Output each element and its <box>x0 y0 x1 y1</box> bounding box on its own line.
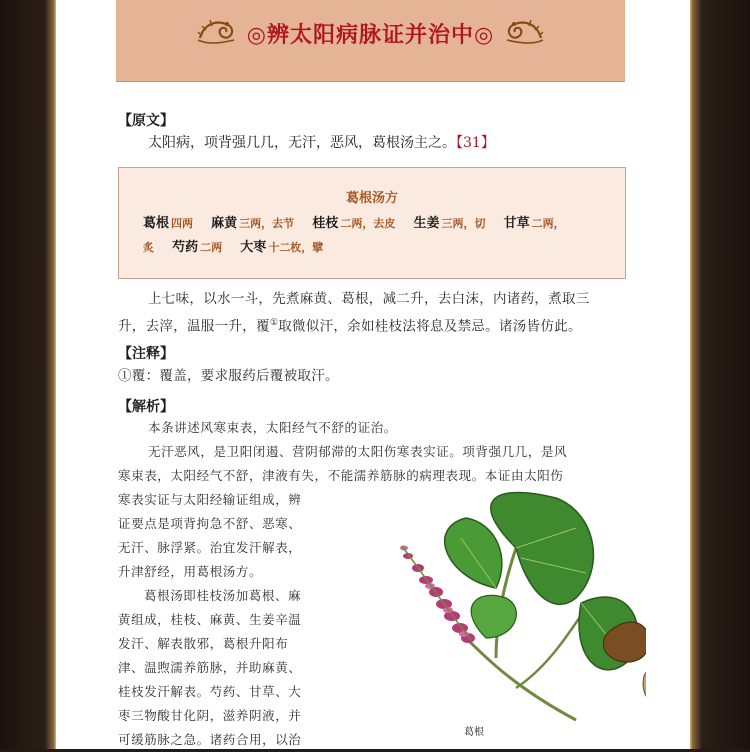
herb-dose: 二两， <box>531 217 565 230</box>
book-page <box>56 0 690 749</box>
herb-dose-continued: 炙 <box>143 241 154 254</box>
kudzu-plant-illustration <box>346 488 646 743</box>
herb-name: 葛根 <box>143 216 170 231</box>
left-frame-border <box>0 0 56 749</box>
right-frame-border <box>690 0 750 749</box>
original-text <box>148 131 495 155</box>
herb-dose: 三两，去节 <box>239 217 295 230</box>
herb-name: 麻黄 <box>211 216 238 231</box>
herb-name: 芍药 <box>172 240 199 255</box>
analysis-line: 升津舒经，用葛根汤方。 <box>118 564 263 579</box>
analysis-line: 枣三物酸甘化阴，滋养阴液，并 <box>118 708 302 723</box>
analysis-line: 黄组成，桂枝、麻黄、生姜辛温 <box>118 612 302 627</box>
clause-reference: 【31】 <box>456 135 495 151</box>
original-sentence: 太阳病，项背强几几，无汗，恶风，葛根汤主之。 <box>148 135 456 151</box>
analysis-line: 桂枝发汗解表。芍药、甘草、大 <box>118 684 302 699</box>
herb-name: 甘草 <box>503 216 530 231</box>
analysis-paragraph-1: 本条讲述风寒束表，太阳经气不舒的证治。 <box>148 420 397 435</box>
annotation-text: ①覆：覆盖，要求服药后覆被取汗。 <box>118 368 339 384</box>
instructions-text: 取微似汗，余如桂枝法将息及禁忌。诸汤皆仿此。 <box>278 318 582 335</box>
instructions-line-1: 上七味，以水一斗，先煮麻黄、葛根，减二升，去白沫，内诸药，煮取三 <box>148 291 590 307</box>
recipe-title: 葛根汤方 <box>345 191 398 206</box>
analysis-line: 寒表实证与太阳经输证组成，辨 <box>118 492 302 507</box>
section-heading-annotation: 【注释】 <box>118 346 174 362</box>
herb-dose: 二两，去皮 <box>340 217 396 230</box>
illustration-caption: 葛根 <box>464 727 484 738</box>
analysis-line: 寒束表，太阳经气不舒，津液有失，不能濡养筋脉的病理表现。本证由太阳伤 <box>118 468 564 483</box>
footnote-marker: ① <box>269 318 279 328</box>
section-heading-analysis: 【解析】 <box>118 399 174 415</box>
recipe-box <box>118 167 626 279</box>
analysis-line: 无汗恶风，是卫阳闭遏、营阴郁滞的太阳伤寒表实证。项背强几几，是风 <box>148 444 568 459</box>
instructions-text: 升，去滓，温服一升，覆 <box>118 318 270 335</box>
herb-name: 生姜 <box>413 216 440 231</box>
herb-dose: 四两 <box>171 217 194 230</box>
herb-name: 大枣 <box>240 240 267 255</box>
recipe-line-2 <box>143 236 609 260</box>
dragon-ornament-icon <box>503 14 545 48</box>
analysis-line: 津、温煦濡养筋脉，并助麻黄、 <box>118 660 302 675</box>
instructions-line-2 <box>118 311 582 339</box>
herb-dose: 二两 <box>200 241 223 254</box>
analysis-line: 可缓筋脉之急。诸药合用，以治 <box>118 732 302 747</box>
title-band <box>116 0 625 82</box>
herb-dose: 三两，切 <box>441 217 486 230</box>
analysis-line: 无汗、脉浮紧。治宜发汗解表， <box>118 540 302 555</box>
analysis-line: 发汗、解表散邪，葛根升阳布 <box>118 636 289 651</box>
section-heading-original: 【原文】 <box>118 113 174 129</box>
herb-name: 桂枝 <box>312 216 339 231</box>
analysis-line: 证要点是项背拘急不舒、恶寒、 <box>118 516 302 531</box>
herb-dose: 十二枚，擘 <box>268 241 324 254</box>
analysis-line: 葛根汤即桂枝汤加葛根、麻 <box>144 588 302 603</box>
recipe-line-1 <box>143 212 609 236</box>
chapter-title: ◎辨太阳病脉证并治中◎ <box>246 23 495 48</box>
